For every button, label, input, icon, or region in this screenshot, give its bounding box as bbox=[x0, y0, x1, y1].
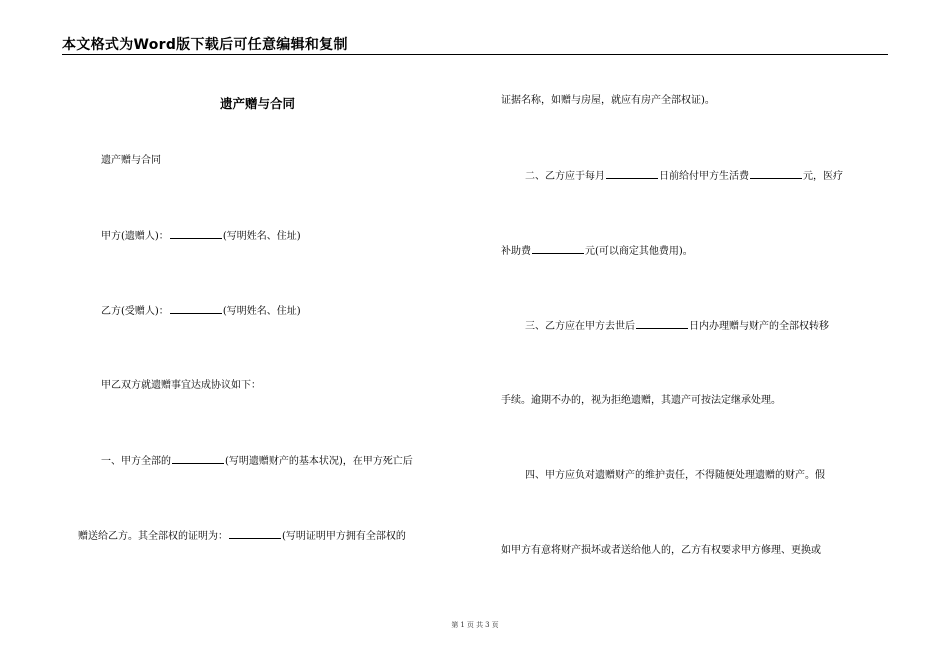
agreement-line bbox=[101, 379, 261, 393]
party-a-blank bbox=[170, 229, 222, 239]
footer-suffix: 页 bbox=[491, 621, 499, 629]
banner-text: 本文格式为Word版下载后可任意编辑和复制 bbox=[62, 37, 348, 53]
party-a-note: (写明姓名、住址) bbox=[222, 231, 301, 242]
clause1-cont-line bbox=[78, 529, 406, 544]
clause2-amount-blank bbox=[750, 169, 802, 179]
subtitle-line bbox=[101, 154, 161, 168]
clause4-part1: 四、甲方应负对遗赠财产的维护责任，不得随便处理遗赠的财产。假 bbox=[525, 470, 825, 481]
clause1-end-line bbox=[501, 94, 715, 108]
clause1-part2: (写明遗赠财产的基本状况)，在甲方死亡后 bbox=[225, 456, 413, 467]
clause2-day-blank bbox=[606, 169, 658, 179]
party-a-label: 甲方(遗赠人)： bbox=[101, 231, 169, 242]
clause4-cont-line bbox=[501, 544, 821, 558]
footer-current-page: 1 bbox=[460, 621, 465, 629]
footer-prefix: 第 bbox=[451, 621, 459, 629]
party-b-label: 乙方(受赠人)： bbox=[101, 306, 169, 317]
clause1-line bbox=[101, 454, 413, 469]
clause3-cont-line bbox=[501, 394, 781, 408]
clause1-proof-blank bbox=[229, 529, 281, 539]
clause3-cont: 手续。逾期不办的，视为拒绝遗赠，其遗产可按法定继承处理。 bbox=[501, 395, 781, 406]
party-b-note: (写明姓名、住址) bbox=[222, 306, 301, 317]
clause2-part2: 日前给付甲方生活费 bbox=[659, 171, 749, 182]
clause3-part2: 日内办理赠与财产的全部权转移 bbox=[689, 321, 829, 332]
clause3-part1: 三、乙方应在甲方去世后 bbox=[525, 321, 635, 332]
clause2-part3: 元，医疗 bbox=[803, 171, 843, 182]
clause2-part1: 二、乙方应于每月 bbox=[525, 171, 605, 182]
party-b-line bbox=[101, 304, 301, 319]
clause2-cont2: 元(可以商定其他费用)。 bbox=[585, 246, 693, 257]
clause2-medical-blank bbox=[532, 244, 584, 254]
clause1-end: 证据名称，如赠与房屋，就应有房产全部权证)。 bbox=[501, 95, 715, 106]
clause4-line bbox=[525, 469, 825, 483]
clause1-blank bbox=[172, 454, 224, 464]
clause2-line bbox=[525, 169, 843, 184]
document-title: 遗产赠与合同 bbox=[220, 96, 296, 111]
clause1-cont2: (写明证明甲方拥有全部权的 bbox=[282, 531, 406, 542]
party-a-line bbox=[101, 229, 301, 244]
clause4-cont: 如甲方有意将财产损坏或者送给他人的，乙方有权要求甲方修理、更换或 bbox=[501, 545, 821, 556]
clause2-cont1: 补助费 bbox=[501, 246, 531, 257]
agreement-text: 甲乙双方就遗赠事宜达成协议如下： bbox=[101, 380, 261, 391]
page-footer bbox=[0, 620, 950, 630]
clause3-line bbox=[525, 319, 829, 334]
subtitle-text: 遗产赠与合同 bbox=[101, 155, 161, 166]
party-b-blank bbox=[170, 304, 222, 314]
clause3-blank bbox=[636, 319, 688, 329]
footer-total-pages: 3 bbox=[485, 621, 490, 629]
clause1-part1: 一、甲方全部的 bbox=[101, 456, 171, 467]
clause2-cont-line bbox=[501, 244, 693, 259]
clause1-cont1: 赠送给乙方。其全部权的证明为： bbox=[78, 531, 228, 542]
footer-mid: 页 共 bbox=[466, 621, 484, 629]
